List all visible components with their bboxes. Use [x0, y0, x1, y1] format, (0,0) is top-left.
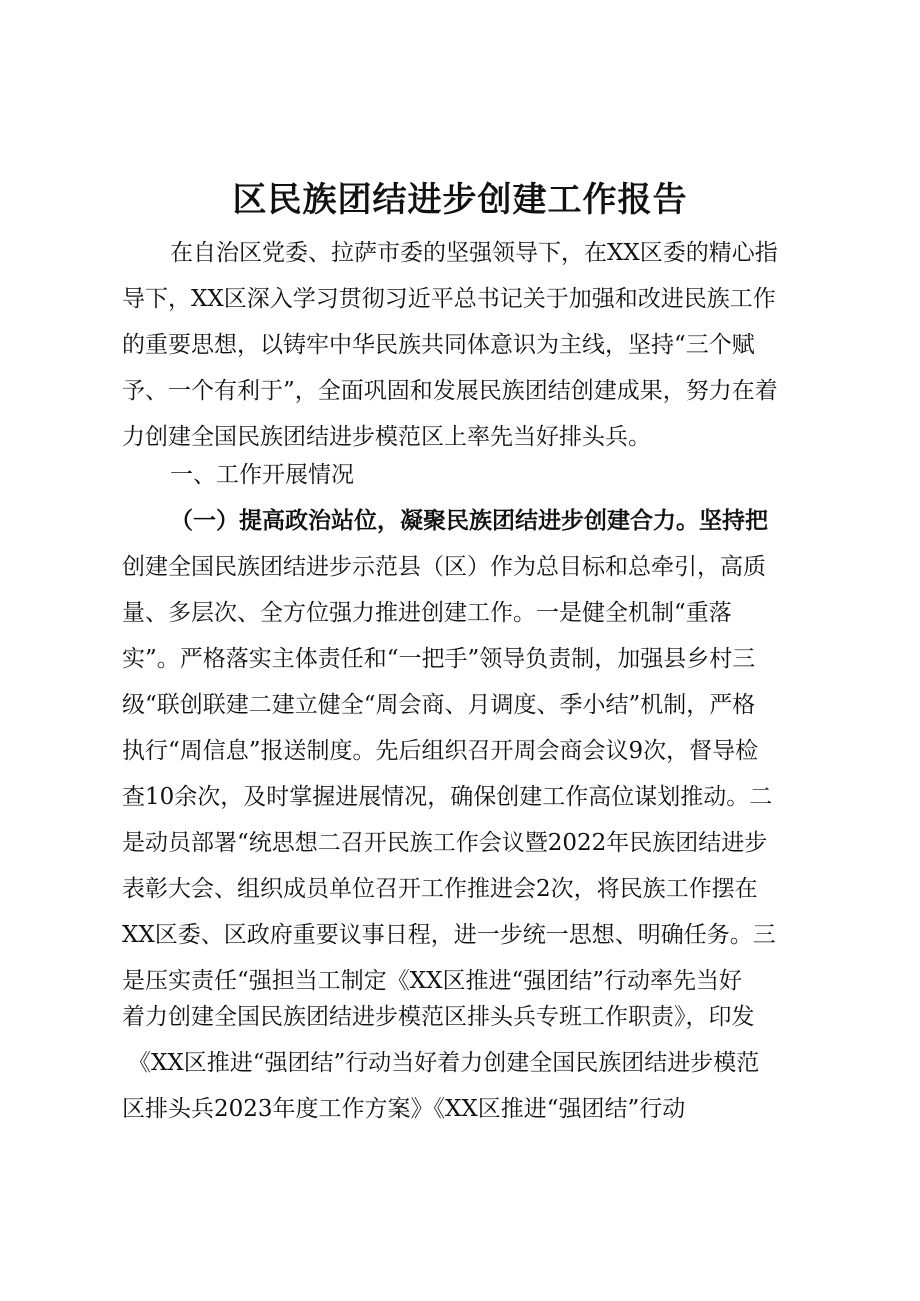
paragraph-line: 表彰大会、组织成员单位召开工作推进会2次，将民族工作摆在	[122, 876, 758, 902]
paragraph-line: 力创建全国民族团结进步模范区上率先当好排头兵。	[122, 424, 651, 450]
paragraph-line: XX区委、区政府重要议事日程，进一步统一思想、明确任务。三	[122, 922, 776, 948]
paragraph-line: 级“联创联建二建立健全“周会商、月调度、季小结”机制，严格	[122, 692, 756, 718]
paragraph-line: 《XX区推进“强团结”行动当好着力创建全国民族团结进步模范	[128, 1050, 760, 1076]
paragraph-line: 创建全国民族团结进步示范县（区）作为总目标和总牵引，高质	[122, 554, 766, 580]
document-title: 区民族团结进步创建工作报告	[232, 180, 688, 220]
paragraph-line: 执行“周信息”报送制度。先后组织召开周会商会议9次，督导检	[122, 738, 759, 764]
paragraph-line: 予、一个有利于”，全面巩固和发展民族团结创建成果，努力在着	[122, 378, 778, 404]
paragraph-line: 着力创建全国民族团结进步模范区排头兵专班工作职责》，印发	[122, 1004, 755, 1030]
paragraph-line: 在自治区党委、拉萨市委的坚强领导下，在XX区委的精心指	[170, 240, 778, 266]
paragraph-line: 区排头兵2023年度工作方案》《XX区推进“强团结”行动	[122, 1096, 686, 1122]
subsection-heading: （一）提高政治站位，凝聚民族团结进步创建合力。坚持把	[170, 507, 768, 534]
paragraph-line: 实”。严格落实主体责任和“一把手”领导负责制，加强县乡村三	[122, 646, 756, 672]
paragraph-line: 是压实责任“强担当工制定《XX区推进“强团结”行动率先当好	[122, 968, 743, 994]
paragraph-line: 量、多层次、全方位强力推进创建工作。一是健全机制“重落	[122, 600, 732, 626]
paragraph-line: 导下，XX区深入学习贯彻习近平总书记关于加强和改进民族工作	[122, 286, 776, 312]
paragraph-line: 是动员部署“统思想二召开民族工作会议暨2022年民族团结进步	[122, 830, 768, 856]
paragraph-line: 查10余次，及时掌握进展情况，确保创建工作高位谋划推动。二	[122, 784, 773, 810]
section-heading: 一、工作开展情况	[170, 462, 354, 488]
paragraph-line: 的重要思想，以铸牢中华民族共同体意识为主线，坚持“三个赋	[122, 332, 755, 358]
